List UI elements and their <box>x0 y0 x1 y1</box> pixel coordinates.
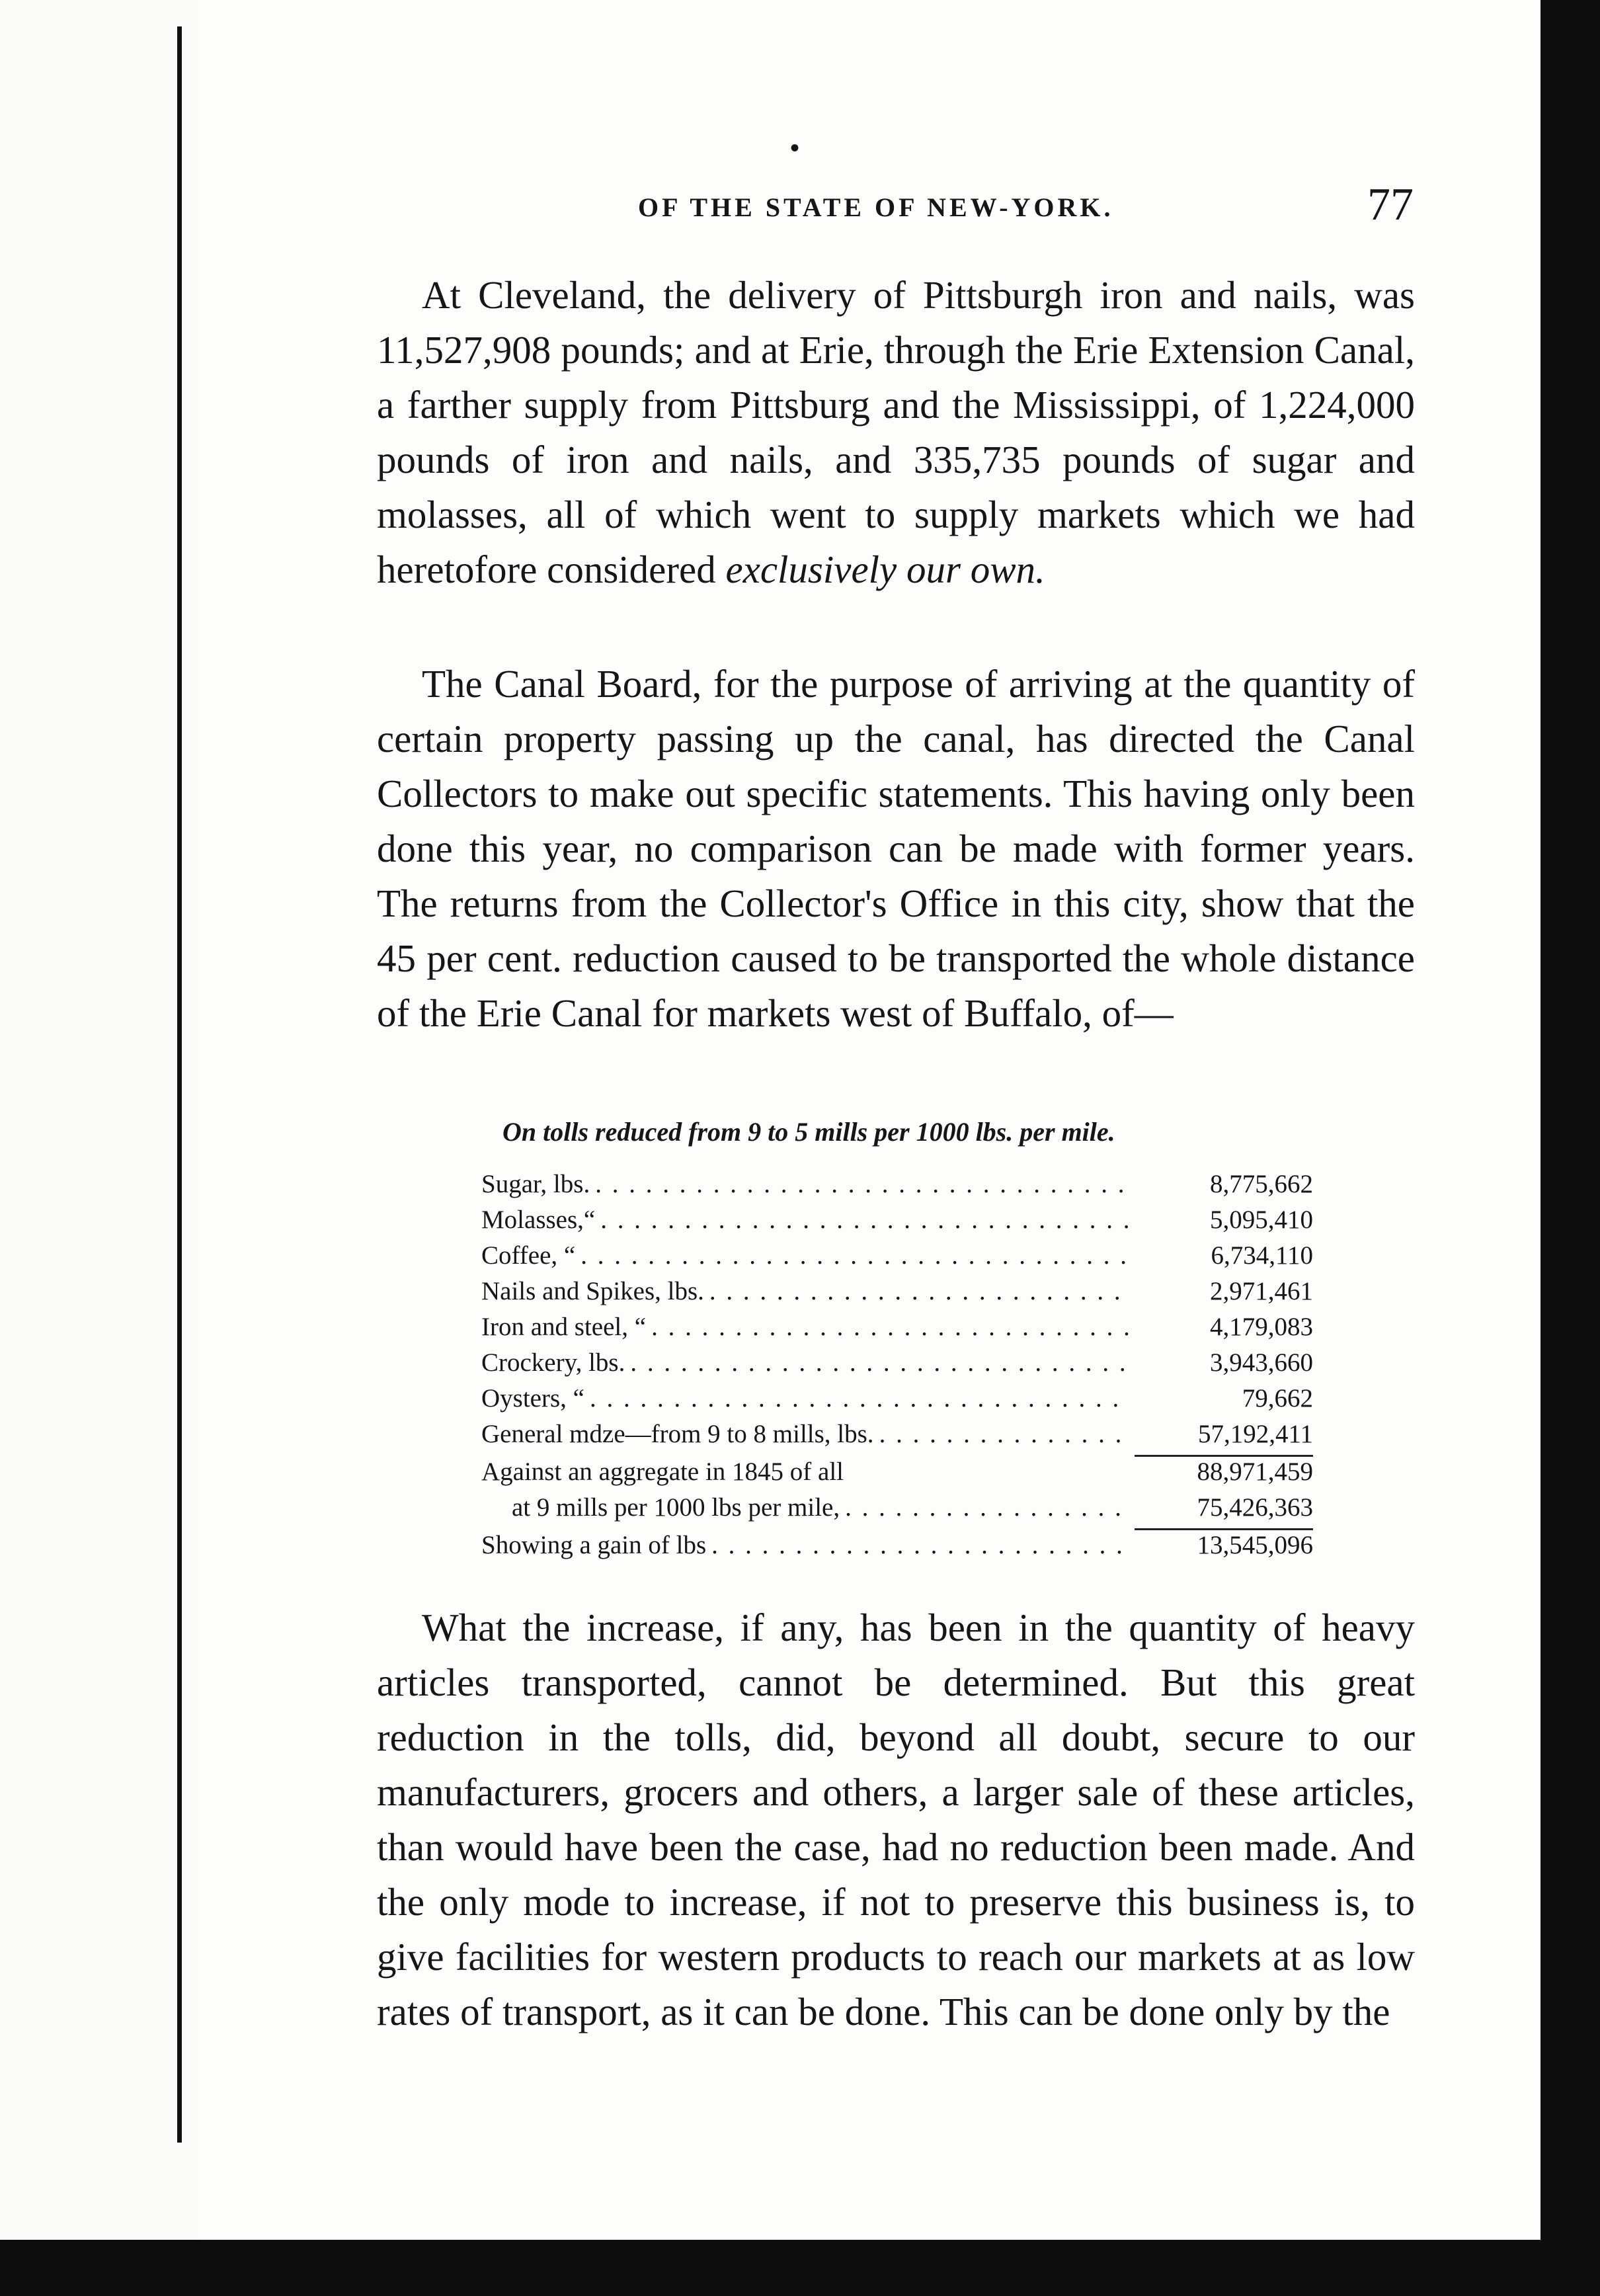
left-page-margin <box>0 0 201 2296</box>
table-row <box>481 1419 1313 1455</box>
table-caption: On tolls reduced from 9 to 5 mills per 1000 lbs. per mile. <box>502 1117 1115 1147</box>
table-row <box>481 1276 1313 1312</box>
table-row-gain <box>481 1530 1313 1566</box>
row-label: General mdze—from 9 to 8 mills, lbs. <box>481 1420 874 1448</box>
row-label: Molasses,“ <box>481 1206 596 1234</box>
book-binding-edge <box>177 26 182 2143</box>
paragraph-canal-board: The Canal Board, for the purpose of arriving at the quantity of certain property passing up the canal, has directed the Canal Collectors to make out specific statements. This having only been done this year, no comparison can be made with former years. The returns from the Collector's Office in this city, show that the 45 per cent. reduction caused to be transported the whole distance of the Erie Canal for markets west of Buffalo, of— <box>377 662 1415 1035</box>
row-label: Crockery, lbs. <box>481 1348 625 1377</box>
table-row-aggregate <box>481 1493 1313 1528</box>
paragraph-cleveland-deliveries <box>377 268 1415 597</box>
row-label: Coffee, “ <box>481 1241 576 1270</box>
row-value: 4,179,083 <box>1210 1313 1313 1341</box>
printer-mark: • <box>790 133 800 163</box>
gain-value: 13,545,096 <box>1197 1531 1313 1559</box>
row-value: 57,192,411 <box>1197 1420 1313 1448</box>
scan-border-bottom <box>0 2240 1600 2296</box>
row-value: 2,971,461 <box>1210 1277 1313 1305</box>
row-label: Iron and steel, “ <box>481 1313 647 1341</box>
paragraph-increase: What the increase, if any, has been in the quantity of heavy articles transported, cannot be determined. But this great reduction in the tolls, did, beyond all doubt, secure to our manufacturers, grocers and others, a larger sale of these articles, than would have been the case, had no reduction been made. And the only mode to increase, if not to preserve this business is, to give facilities for western products to reach our markets at as low rates of transport, as it can be done. This can be done only by the <box>377 1606 1415 2033</box>
aggregate-value: 75,426,363 <box>1197 1493 1313 1522</box>
gain-label: Showing a gain of lbs <box>481 1531 707 1559</box>
total-value: 88,971,459 <box>1197 1457 1313 1486</box>
row-value: 79,662 <box>1242 1384 1313 1413</box>
tolls-table <box>481 1169 1313 1566</box>
table-row-total <box>481 1457 1313 1493</box>
table-row <box>481 1312 1313 1348</box>
row-value: 6,734,110 <box>1211 1241 1313 1270</box>
paragraph-text: At Cleveland, the delivery of Pittsburgh iron and nails, was 11,527,908 pounds; and at Erie, through the Erie Extension Canal, a farther supply from Pittsburg and the Mississippi, of 1,224,000 pounds of iron and nails, and 335,735 pounds of sugar and molasses, all of which went to supply markets which we had heretofore considered <box>377 273 1415 591</box>
aggregate-label: at 9 mills per 1000 lbs per mile, <box>512 1493 840 1522</box>
table-row <box>481 1348 1313 1383</box>
table-row <box>481 1205 1313 1241</box>
scan-border-right <box>1540 0 1600 2296</box>
page-number: 77 <box>1367 179 1414 230</box>
table-row <box>481 1241 1313 1276</box>
running-head: OF THE STATE OF NEW-YORK. <box>638 192 1114 222</box>
emphasis-text: exclusively our own. <box>725 548 1045 591</box>
row-label: Oysters, “ <box>481 1384 584 1413</box>
aggregate-label: Against an aggregate in 1845 of all <box>481 1457 844 1486</box>
table-row <box>481 1169 1313 1205</box>
row-label: Nails and Spikes, lbs. <box>481 1277 704 1305</box>
table-row <box>481 1383 1313 1419</box>
row-value: 5,095,410 <box>1210 1206 1313 1234</box>
row-value: 8,775,662 <box>1210 1170 1313 1198</box>
row-value: 3,943,660 <box>1210 1348 1313 1377</box>
row-label: Sugar, lbs. <box>481 1170 590 1198</box>
